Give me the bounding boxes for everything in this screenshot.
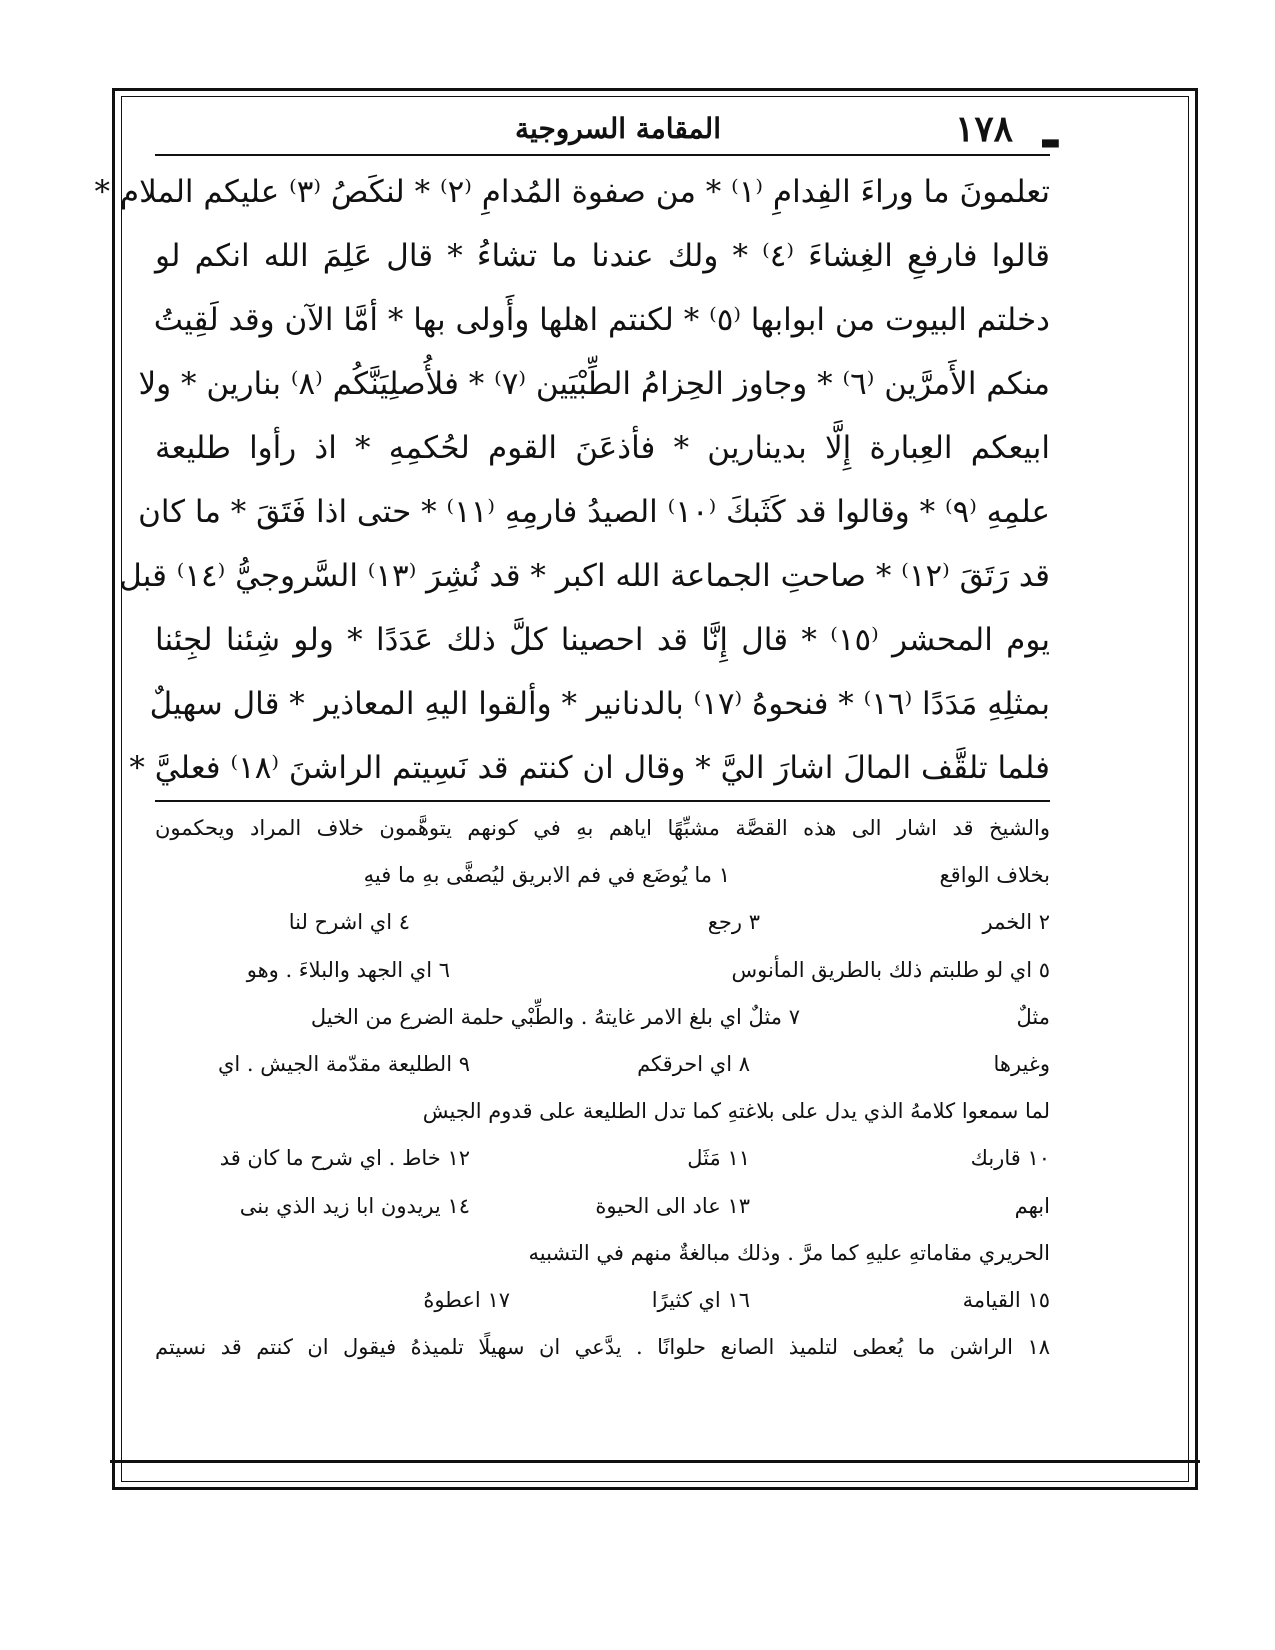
footnote-14: ١٤ يريدون ابا زيد الذي بنى <box>239 1193 470 1218</box>
footnote-row <box>155 1135 1050 1182</box>
footnote-6: ٦ اي الجهد والبلاءَ . وهو <box>246 957 450 982</box>
footnote-1: ١ ما يُوضَع في فم الابريق ليُصفَّى بهِ ما فيهِ <box>363 863 730 888</box>
footnote-6-continued: مثلٌ <box>1016 1004 1050 1029</box>
footnote-row <box>155 899 1050 946</box>
header-rule <box>155 154 1050 156</box>
footnote-4: ٤ اي اشرح لنا <box>288 910 410 935</box>
footnote-14-continued: الحريري مقاماتهِ عليهِ كما مرَّ . وذلك مبالغةٌ منهم في التشبيه <box>528 1240 1050 1265</box>
text-line-3: دخلتم البيوت من ابوابها ⁽٥⁾ * لكنتم اهلها وأَولى بها * أمَّا الآن وقد لَقِيتُ <box>153 302 1050 338</box>
text-line-9: بمثلِهِ مَدَدًا ⁽١٦⁾ * فنحوهُ ⁽١٧⁾ بالدنانير * وألقوا اليهِ المعاذير * قال سهيلٌ <box>149 686 1050 722</box>
footnote-3: ٣ رجع <box>707 910 760 935</box>
footnote-row <box>155 1041 1050 1088</box>
header-corner-mark: ▬ <box>1040 130 1061 155</box>
text-line-8: يوم المحشر ⁽١٥⁾ * قال إِنَّا قد احصينا كلَّ ذلك عَدَدًا * ولو شِئنا لجِئنا <box>155 622 1050 658</box>
footnote-9-continued: لما سمعوا كلامهُ الذي يدل على بلاغتهِ كما تدل الطليعة على قدوم الجيش <box>422 1099 1050 1124</box>
running-title: المقامة السروجية <box>515 112 721 145</box>
text-line-7: قد رَتَقَ ⁽١٢⁾ * صاحتِ الجماعة الله اكبر * قد نُشِرَ ⁽١٣⁾ السَّروجيُّ ⁽١٤⁾ قبل <box>119 558 1050 594</box>
footnote-10: ١٠ قاربك <box>970 1146 1050 1171</box>
footnote-11: ١١ مَثَل <box>687 1146 750 1171</box>
footnote-intro-line-1: والشيخ قد اشار الى هذه القصَّة مشبِّهًا اياهم بهِ في كونهم يتوهَّمون خلاف المراد ويحكمون <box>155 816 1050 840</box>
footnote-7-continued: وغيرها <box>993 1051 1050 1076</box>
footnote-row <box>155 994 1050 1041</box>
footnote-row <box>155 1183 1050 1230</box>
footnote-12: ١٢ خاط . اي شرح ما كان قد <box>219 1146 470 1171</box>
text-line-4: منكم الأَمرَّين ⁽٦⁾ * وجاوز الحِزامُ الطِّبْيَين ⁽٧⁾ * فلأُصلِيَنَّكُم ⁽٨⁾ بنارين * ولا <box>138 366 1050 402</box>
page-number: ١٧٨ <box>955 108 1014 150</box>
footnote-18: ١٨ الراشن ما يُعطى لتلميذ الصانع حلوانًا . يدَّعي ان سهيلًا تلميذهُ فيقول ان كنتم قد نسيتم <box>155 1335 1050 1360</box>
footnote-separator <box>155 800 1050 802</box>
main-text <box>94 160 1050 800</box>
footnote-5: ٥ اي لو طلبتم ذلك بالطريق المأنوس <box>731 957 1050 982</box>
text-line-1: تعلمونَ ما وراءَ الفِدامِ ⁽١⁾ * من صفوة المُدامِ ⁽٢⁾ * لنكَصُ ⁽٣⁾ عليكم الملام * <box>94 174 1050 210</box>
footnote-intro-line-2: بخلاف الواقع <box>939 863 1050 888</box>
text-line-10: فلما تلقَّف المالَ اشارَ اليَّ * وقال ان كنتم قد نَسِيتم الراشنَ ⁽١٨⁾ فعليَّ * <box>129 750 1050 786</box>
page-bottom-rule <box>110 1460 1200 1463</box>
footnote-7: ٧ مثلٌ اي بلغ الامر غايتهُ . والطِّبْي حلمة الضرع من الخيل <box>310 1004 800 1029</box>
footnote-row <box>155 852 1050 899</box>
text-line-5: ابيعكم العِبارة إِلَّا بدينارين * فأذعَنَ القوم لحُكمِهِ * اذ رأوا طليعة <box>155 430 1050 466</box>
footnote-17: ١٧ اعطوهُ <box>423 1287 510 1312</box>
footnote-row <box>155 1277 1050 1324</box>
footnotes <box>155 805 1050 1371</box>
footnote-2: ٢ الخمر <box>982 910 1050 935</box>
footnote-13: ١٣ عاد الى الحيوة <box>595 1193 750 1218</box>
footnote-15: ١٥ القيامة <box>962 1287 1050 1312</box>
footnote-12-continued: ابهم <box>1014 1193 1050 1218</box>
footnote-16: ١٦ اي كثيرًا <box>651 1287 750 1312</box>
text-line-2: قالوا فارفعِ الغِشاءَ ⁽٤⁾ * ولك عندنا ما تشاءُ * قال عَلِمَ الله انكم لو <box>155 238 1050 274</box>
footnote-8: ٨ اي احرقكم <box>637 1051 750 1076</box>
footnote-row <box>155 947 1050 994</box>
footnote-9: ٩ الطليعة مقدّمة الجيش . اي <box>217 1051 470 1076</box>
text-line-6: علمِهِ ⁽٩⁾ * وقالوا قد كَثَبكَ ⁽١٠⁾ الصيدُ فارمِهِ ⁽١١⁾ * حتى اذا فَتَقَ * ما كان <box>138 494 1050 530</box>
